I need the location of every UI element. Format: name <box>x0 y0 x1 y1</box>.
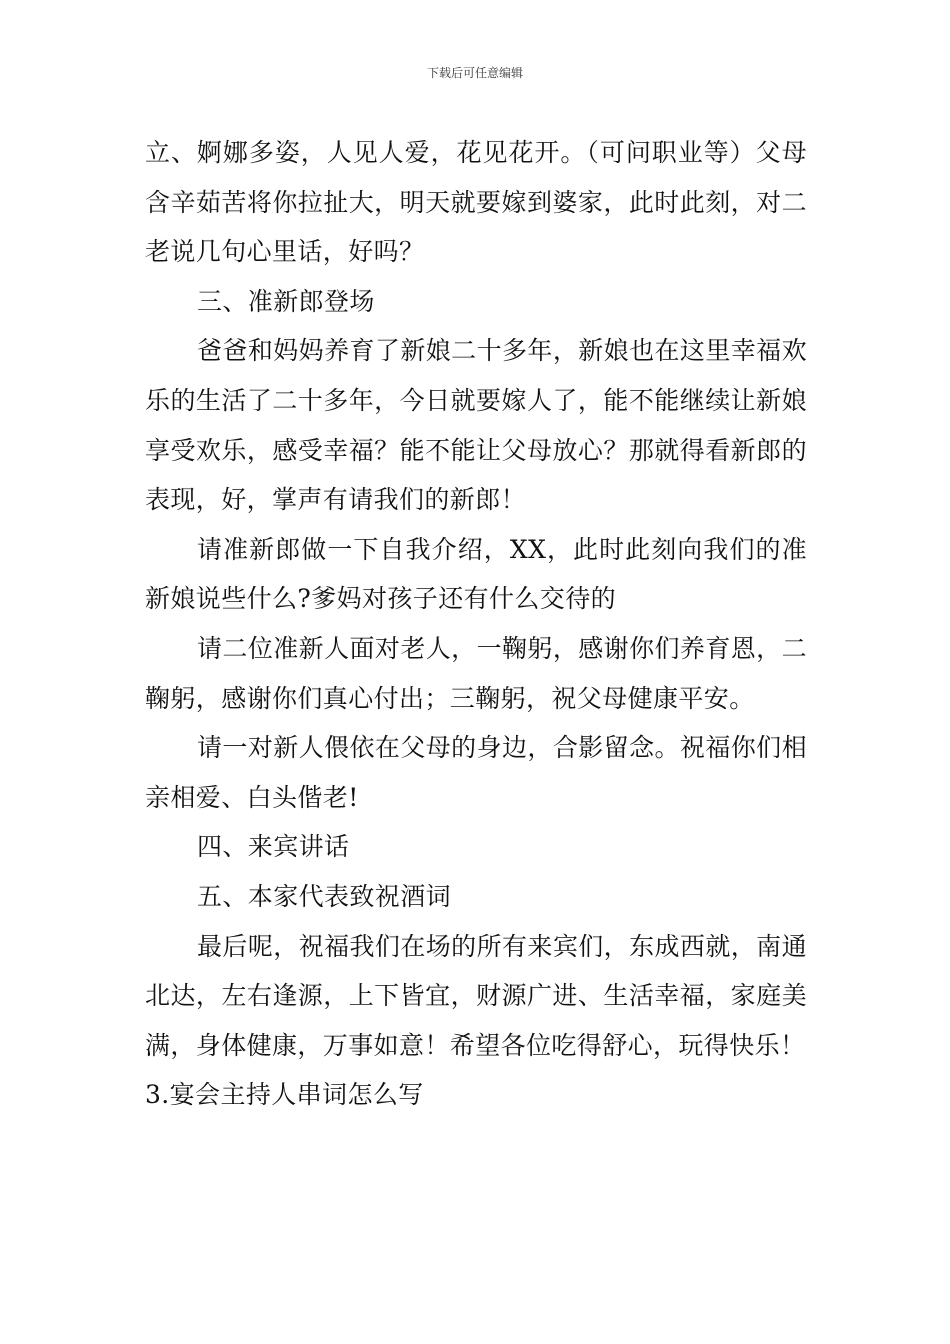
section-heading: 五、本家代表致祝酒词 <box>197 881 452 911</box>
page-header: 下载后可任意编辑 <box>426 66 523 80</box>
paragraph: 最后呢，祝福我们在场的所有来宾们，东成西就，南通北达，左右逢源，上下皆宜，财源广进、生活幸福，家庭美满，身体健康，万事如意！希望各位吃得舒心，玩得快乐！ <box>145 931 807 1060</box>
paragraph: 爸爸和妈妈养育了新娘二十多年，新娘也在这里幸福欢乐的生活了二十多年，今日就要嫁人了，能不能继续让新娘享受欢乐，感受幸福？能不能让父母放心？那就得看新郎的表现，好，掌声有请我们的新郎！ <box>145 336 807 515</box>
paragraph: 请二位准新人面对老人，一鞠躬，感谢你们养育恩，二鞠躬，感谢你们真心付出；三鞠躬，祝父母健康平安。 <box>145 633 807 713</box>
paragraph: 请一对新人偎依在父母的身边，合影留念。祝福你们相亲相爱、白头偕老! <box>145 733 807 812</box>
document-body <box>145 128 807 1120</box>
section-heading: 三、准新郎登场 <box>197 286 375 316</box>
paragraph: 立、婀娜多姿，人见人爱，花见花开。（可问职业等）父母含辛茹苦将你拉扯大，明天就要嫁到婆家，此时此刻，对二老说几句心里话，好吗？ <box>145 138 807 267</box>
chapter-heading: 3.宴会主持人串词怎么写 <box>145 1080 424 1110</box>
section-heading: 四、来宾讲话 <box>197 832 350 862</box>
paragraph: 请准新郎做一下自我介绍，XX，此时此刻向我们的准新娘说些什么?爹妈对孩子还有什么交待的 <box>145 534 807 614</box>
